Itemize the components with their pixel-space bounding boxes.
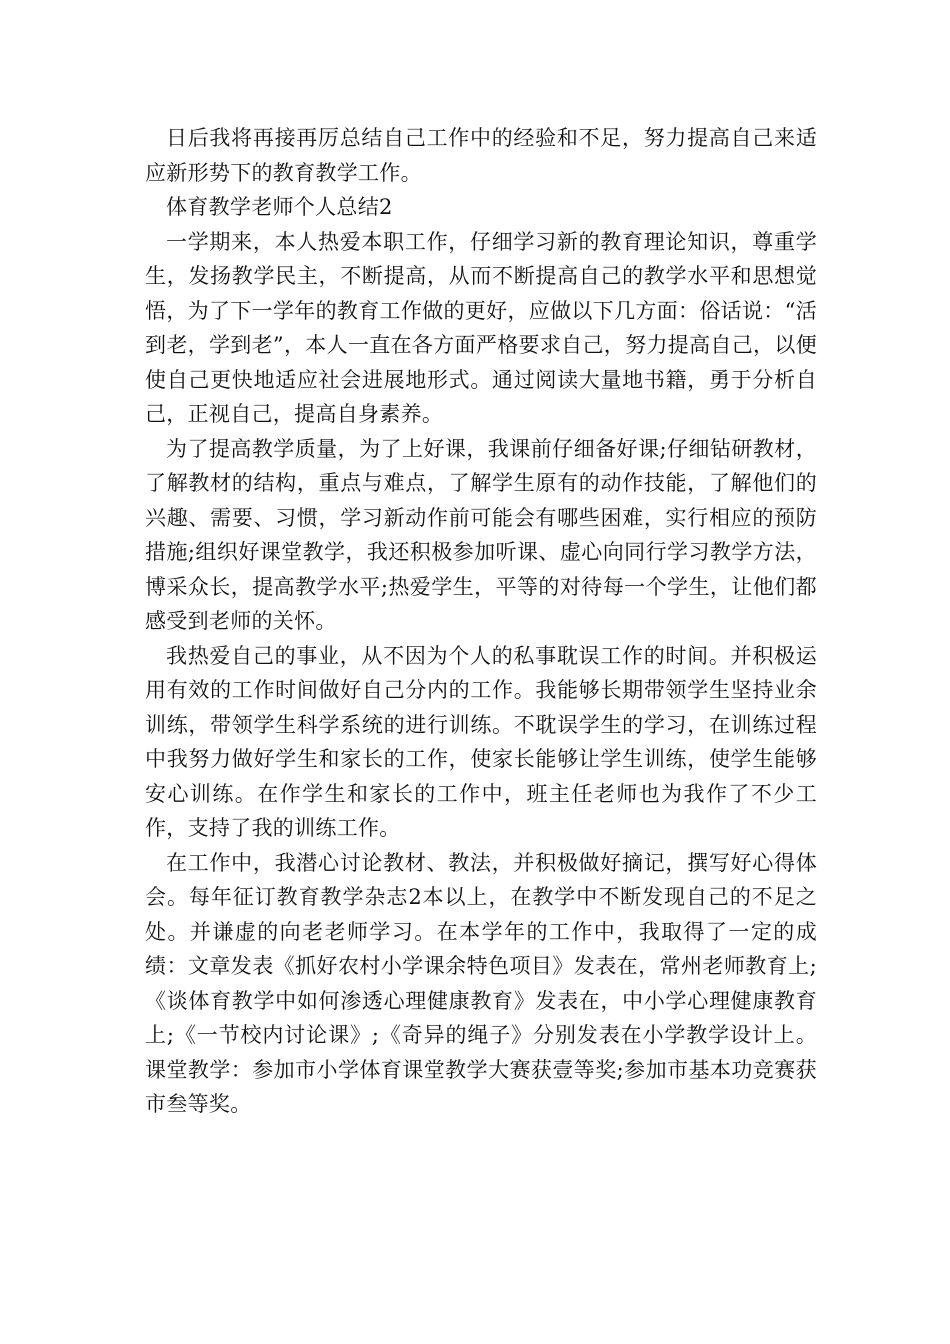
section-heading: 体育教学老师个人总结2: [166, 195, 393, 219]
document-body: [145, 121, 817, 1122]
paragraph-intro: 日后我将再接再厉总结自己工作中的经验和不足，努力提高自己来适应新形势下的教育教学工作。: [145, 126, 817, 185]
paragraph-achievements: 在工作中，我潜心讨论教材、教法，并积极做好摘记，撰写好心得体会。每年征订教育教学杂志2本以上，在教学中不断发现自己的不足之处。并谦虚的向老老师学习。在本学年的工作中，我取得了一定的成绩：文章发表《抓好农村小学课余特色项目》发表在，常州老师教育上;《谈体育教学中如何渗透心理健康教育》发表在，中小学心理健康教育上;《一节校内讨论课》;《奇异的绳子》分别发表在小学教学设计上。课堂教学：参加市小学体育课堂教学大赛获壹等奖;参加市基本功竞赛获市叁等奖。: [145, 850, 817, 1116]
paragraph-study: 一学期来，本人热爱本职工作，仔细学习新的教育理论知识，尊重学生，发扬教学民主，不断提高，从而不断提高自己的教学水平和思想觉悟，为了下一学年的教育工作做的更好，应做以下几方面：俗话说：“活到老，学到老”，本人一直在各方面严格要求自己，努力提高自己，以便使自己更快地适应社会进展地形式。通过阅读大量地书籍，勇于分析自己，正视自己，提高自身素养。: [145, 229, 817, 426]
paragraph-teaching: 为了提高教学质量，为了上好课，我课前仔细备好课;仔细钻研教材，了解教材的结构，重点与难点，了解学生原有的动作技能，了解他们的兴趣、需要、习惯，学习新动作前可能会有哪些困难，实行相应的预防措施;组织好课堂教学，我还积极参加听课、虚心向同行学习教学方法，博采众长，提高教学水平;热爱学生，平等的对待每一个学生，让他们都感受到老师的关怀。: [145, 436, 817, 633]
paragraph-training: 我热爱自己的事业，从不因为个人的私事耽误工作的时间。并积极运用有效的工作时间做好自己分内的工作。我能够长期带领学生坚持业余训练，带领学生科学系统的进行训练。不耽误学生的学习，在训练过程中我努力做好学生和家长的工作，使家长能够让学生训练，使学生能够安心训练。在作学生和家长的工作中，班主任老师也为我作了不少工作，支持了我的训练工作。: [145, 643, 817, 840]
